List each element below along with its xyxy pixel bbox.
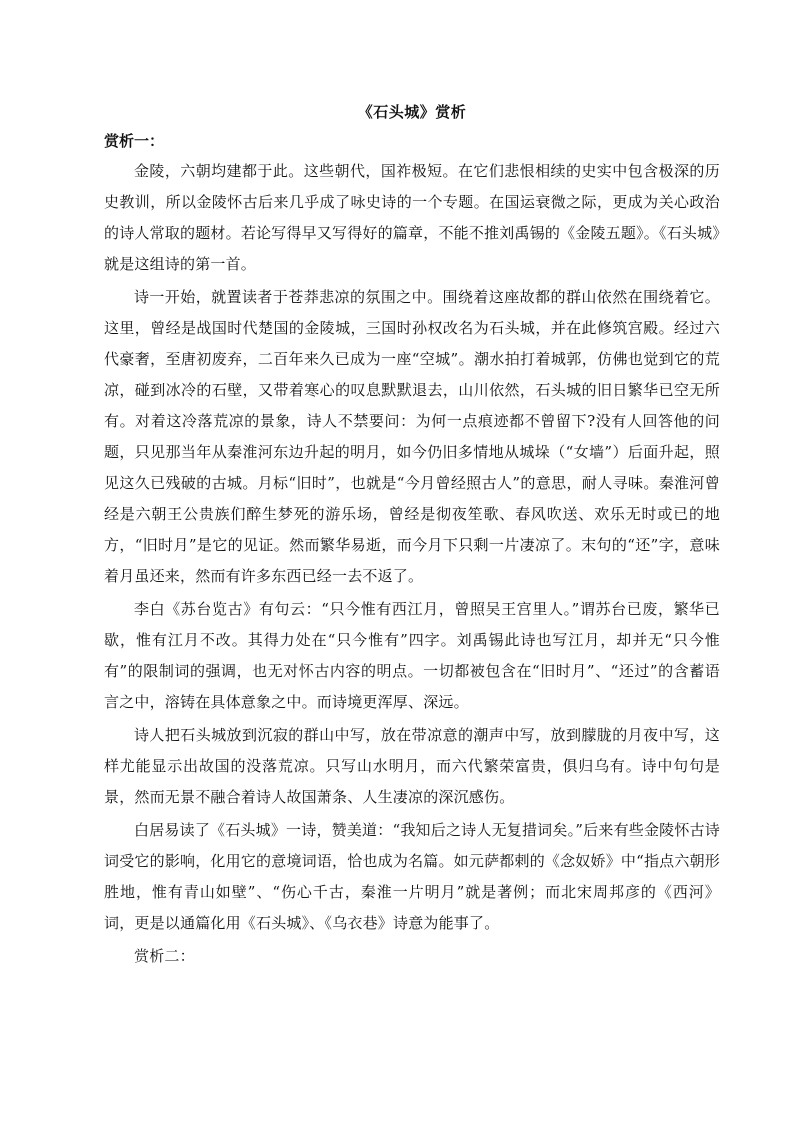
paragraph-3: 李白《苏台览古》有句云：“只今惟有西江月，曾照吴王宫里人。”谓苏台已废，繁华已歇，惟有江月不改。其得力处在“只今惟有”四字。刘禹锡此诗也写江月，却并无“只今惟有”的限制词的强调，也无对怀古内容的明点。一切都被包含在“旧时月”、“还过”的含蓄语言之中，溶铸在具体意象之中。而诗境更浑厚、深远。 (104, 600, 720, 711)
document-page (104, 100, 720, 974)
paragraph-1: 金陵，六朝均建都于此。这些朝代，国祚极短。在它们悲恨相续的史实中包含极深的历史教训，所以金陵怀古后来几乎成了咏史诗的一个专题。在国运衰微之际，更成为关心政治的诗人常取的题材。若论写得早又写得好的篇章，不能不推刘禹锡的《金陵五题》。《石头城》就是这组诗的第一首。 (104, 162, 720, 273)
paragraph-4: 诗人把石头城放到沉寂的群山中写，放在带凉意的潮声中写，放到朦胧的月夜中写，这样尤能显示出故国的没落荒凉。只写山水明月，而六代繁荣富贵，俱归乌有。诗中句句是景，然而无景不融合着诗人故国萧条、人生凄凉的深沉感伤。 (104, 726, 720, 806)
section-heading-1: 赏析一： (104, 132, 165, 150)
section-heading-2: 赏析二： (134, 947, 195, 965)
document-title: 《石头城》赏析 (357, 103, 467, 121)
paragraph-5: 白居易读了《石头城》一诗，赞美道：“我知后之诗人无复措词矣。”后来有些金陵怀古诗词受它的影响，化用它的意境词语，恰也成为名篇。如元萨都剌的《念奴娇》中“指点六朝形胜地，惟有青山如壁”、“伤心千古，秦淮一片明月”就是著例；而北宋周邦彦的《西河》词，更是以通篇化用《石头城》、《乌衣巷》诗意为能事了。 (104, 821, 720, 932)
paragraph-2: 诗一开始，就置读者于苍莽悲凉的氛围之中。围绕着这座故都的群山依然在围绕着它。这里，曾经是战国时代楚国的金陵城，三国时孙权改名为石头城，并在此修筑宫殿。经过六代豪奢，至唐初废弃，二百年来久已成为一座“空城”。潮水拍打着城郭，仿佛也觉到它的荒凉，碰到冰冷的石壁，又带着寒心的叹息默默退去，山川依然，石头城的旧日繁华已空无所有。对着这冷落荒凉的景象，诗人不禁要问：为何一点痕迹都不曾留下?没有人回答他的问题，只见那当年从秦淮河东边升起的明月，如今仍旧多情地从城垛（“女墙”）后面升起，照见这久已残破的古城。月标“旧时”，也就是“今月曾经照古人”的意思，耐人寻味。秦淮河曾经是六朝王公贵族们醉生梦死的游乐场，曾经是彻夜笙歌、春风吹送、欢乐无时或已的地方，“旧时月”是它的见证。然而繁华易逝，而今月下只剩一片凄凉了。末句的“还”字，意味着月虽还来，然而有许多东西已经一去不返了。 (104, 288, 720, 585)
